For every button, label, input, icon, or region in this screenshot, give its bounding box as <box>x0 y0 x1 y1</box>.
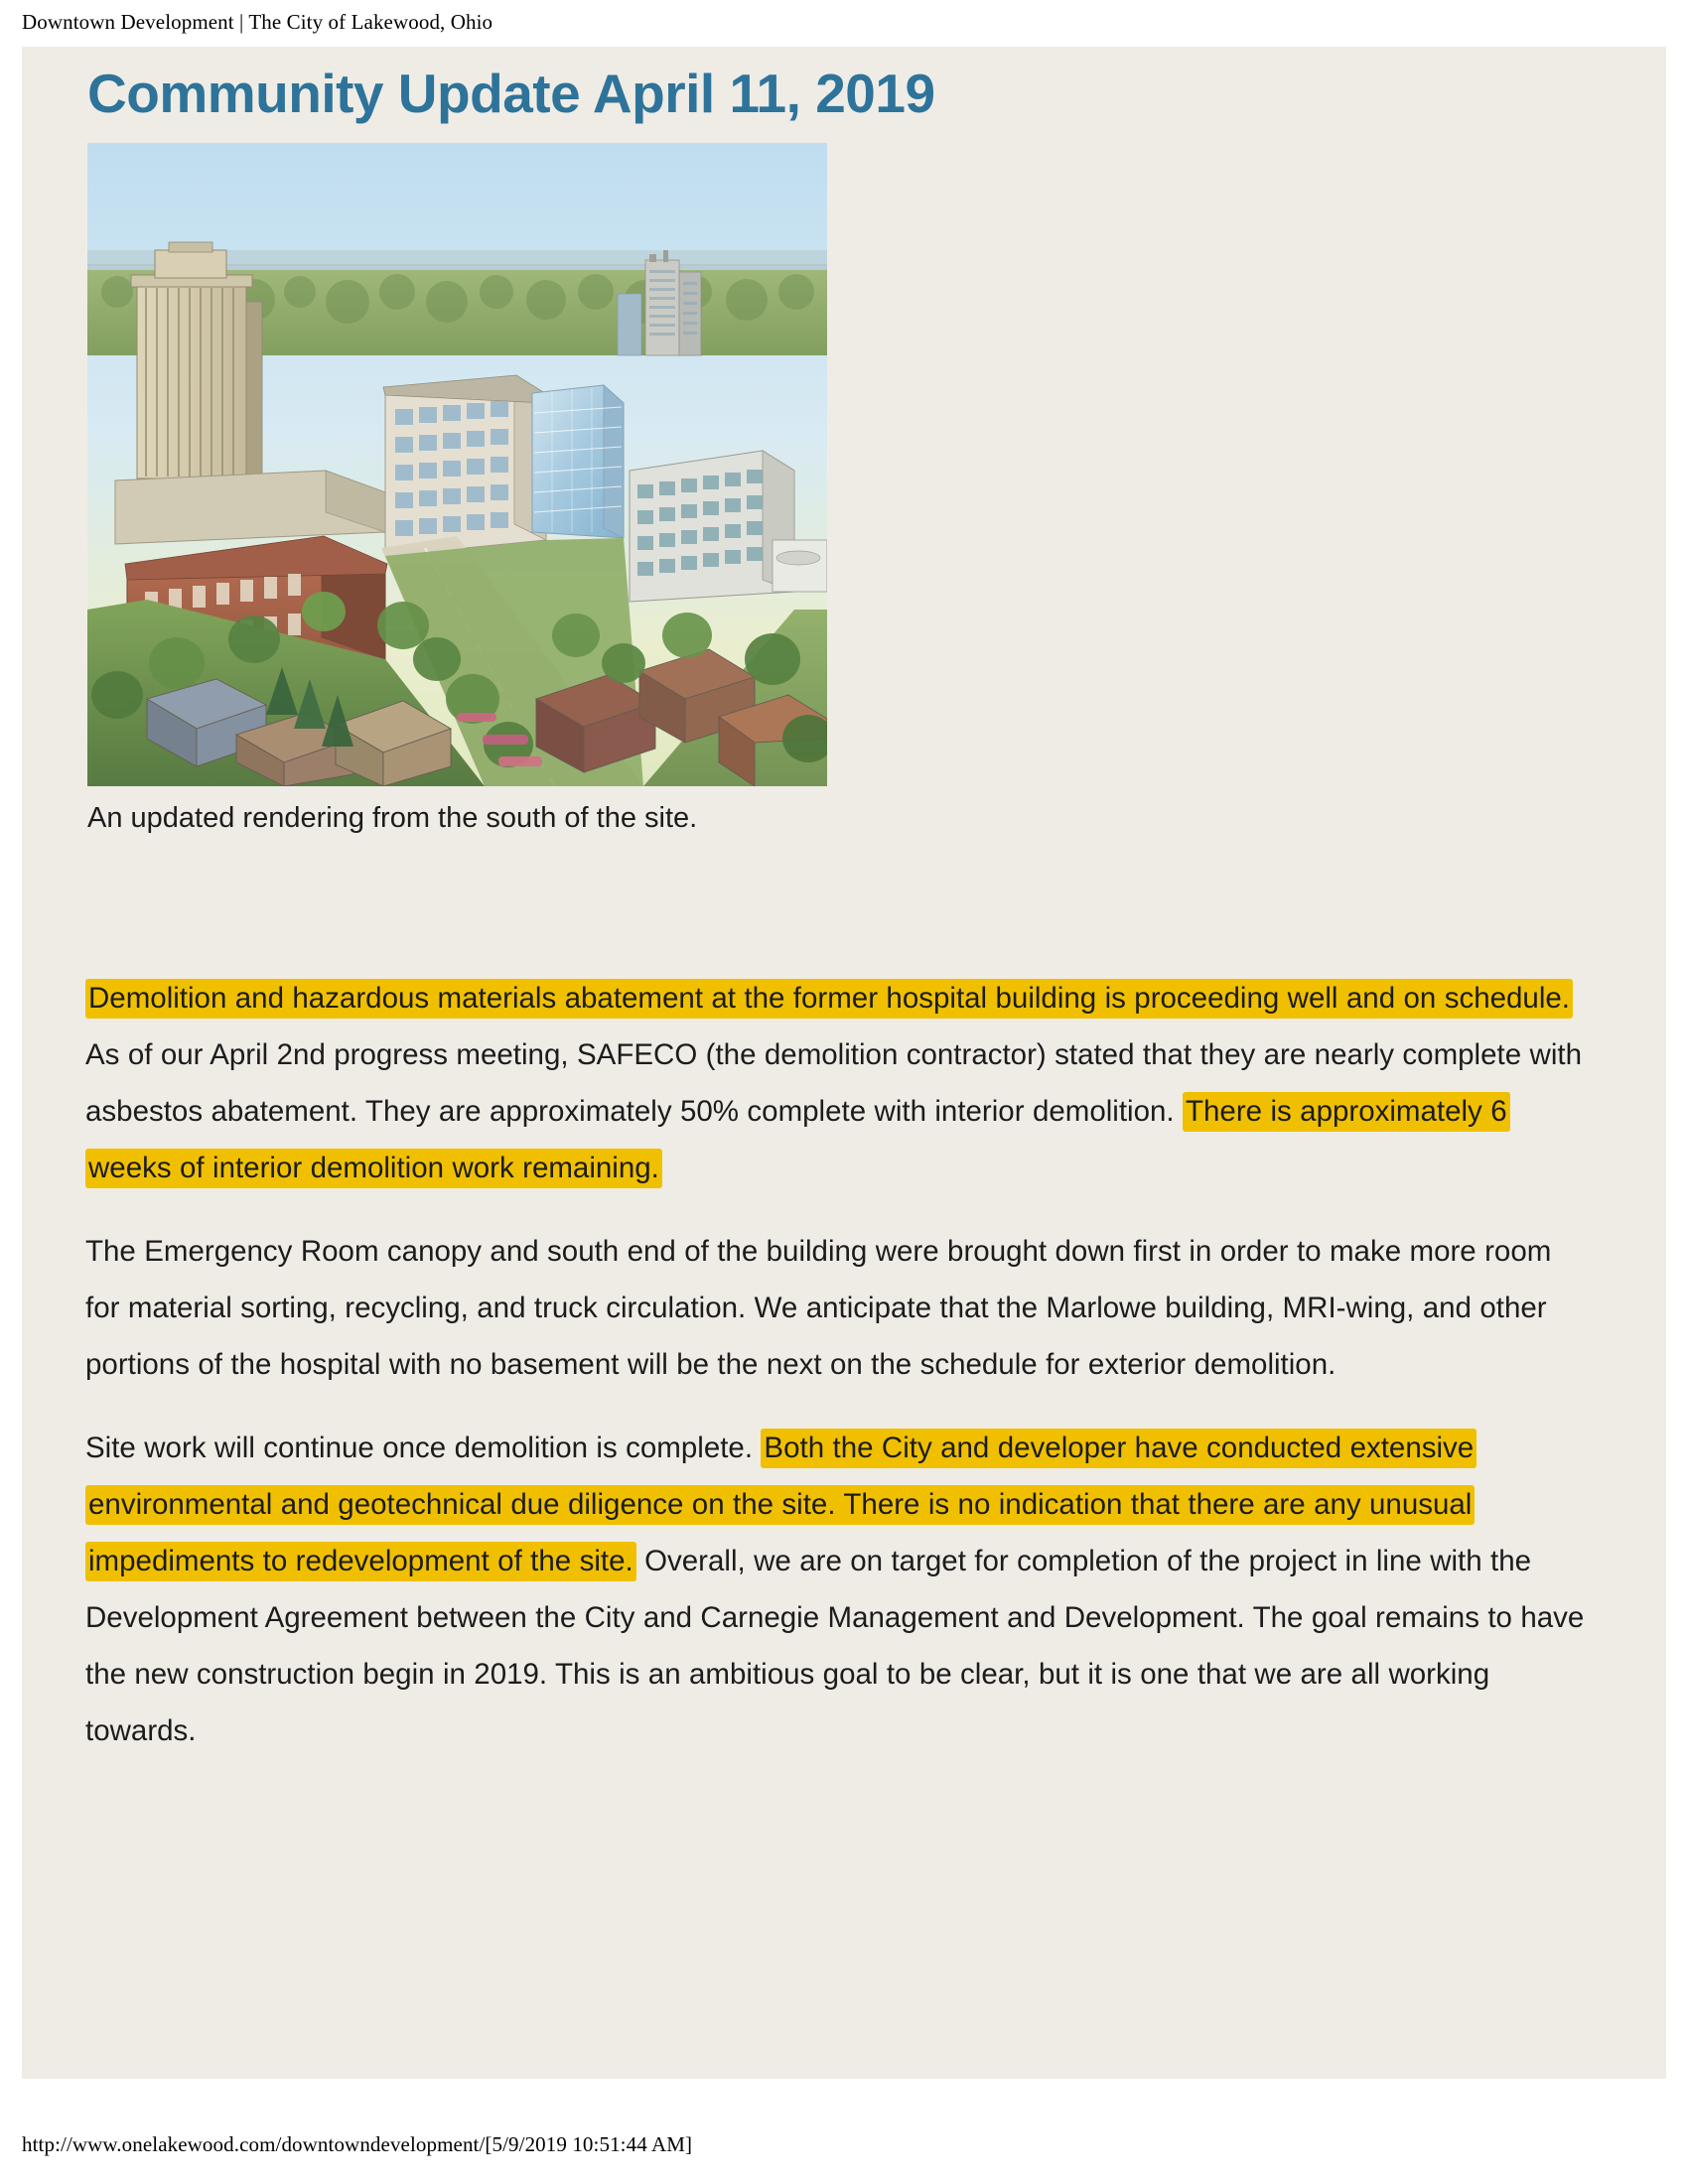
paragraph-2 <box>85 1223 1590 1393</box>
plain-text: Overall, we are on target for completion of the project in line with the Development Agreement between the City and Carnegie Management and Development. The goal remains to have the new construction begin in 2019. This is an ambitious goal to be clear, but it is one that we are all working towards. <box>85 1545 1585 1747</box>
browser-print-footer-url: http://www.onelakewood.com/downtowndevelopment/[5/9/2019 10:51:44 AM] <box>22 2132 693 2156</box>
figure-caption: An updated rendering from the south of the site. <box>87 802 698 834</box>
paragraph-3 <box>85 1420 1590 1759</box>
architectural-rendering-image <box>87 143 827 786</box>
paragraph-1 <box>85 970 1590 1196</box>
article-page <box>22 47 1666 2079</box>
plain-text: Site work will continue once demolition is complete. <box>85 1432 762 1464</box>
plain-text: The Emergency Room canopy and south end of the building were brought down first in order to make more room for material sorting, recycling, and truck circulation. We anticipate that the Marlowe building, MRI-wing, and other portions of the hospital with no basement will be the next on the schedule for exterior demolition. <box>85 1235 1552 1381</box>
rendering-figure <box>87 143 827 786</box>
highlighted-text: Both the City and developer have conducted extensive environmental and geotechnical due diligence on the site. There is no indication that there are any unusual impediments to redevelopment of the site. <box>85 1429 1477 1581</box>
highlighted-text: Demolition and hazardous materials abatement at the former hospital building is proceeding well and on schedule. <box>85 979 1573 1019</box>
highlighted-text: There is approximately 6 weeks of interior demolition work remaining. <box>85 1092 1510 1188</box>
browser-print-header: Downtown Development | The City of Lakewood, Ohio <box>22 10 493 34</box>
plain-text: As of our April 2nd progress meeting, SAFECO (the demolition contractor) stated that they are nearly complete with asbestos abatement. They are approximately 50% complete with interior demolition. <box>85 1038 1582 1128</box>
page-title: Community Update April 11, 2019 <box>87 63 935 124</box>
article-body <box>85 970 1590 1759</box>
